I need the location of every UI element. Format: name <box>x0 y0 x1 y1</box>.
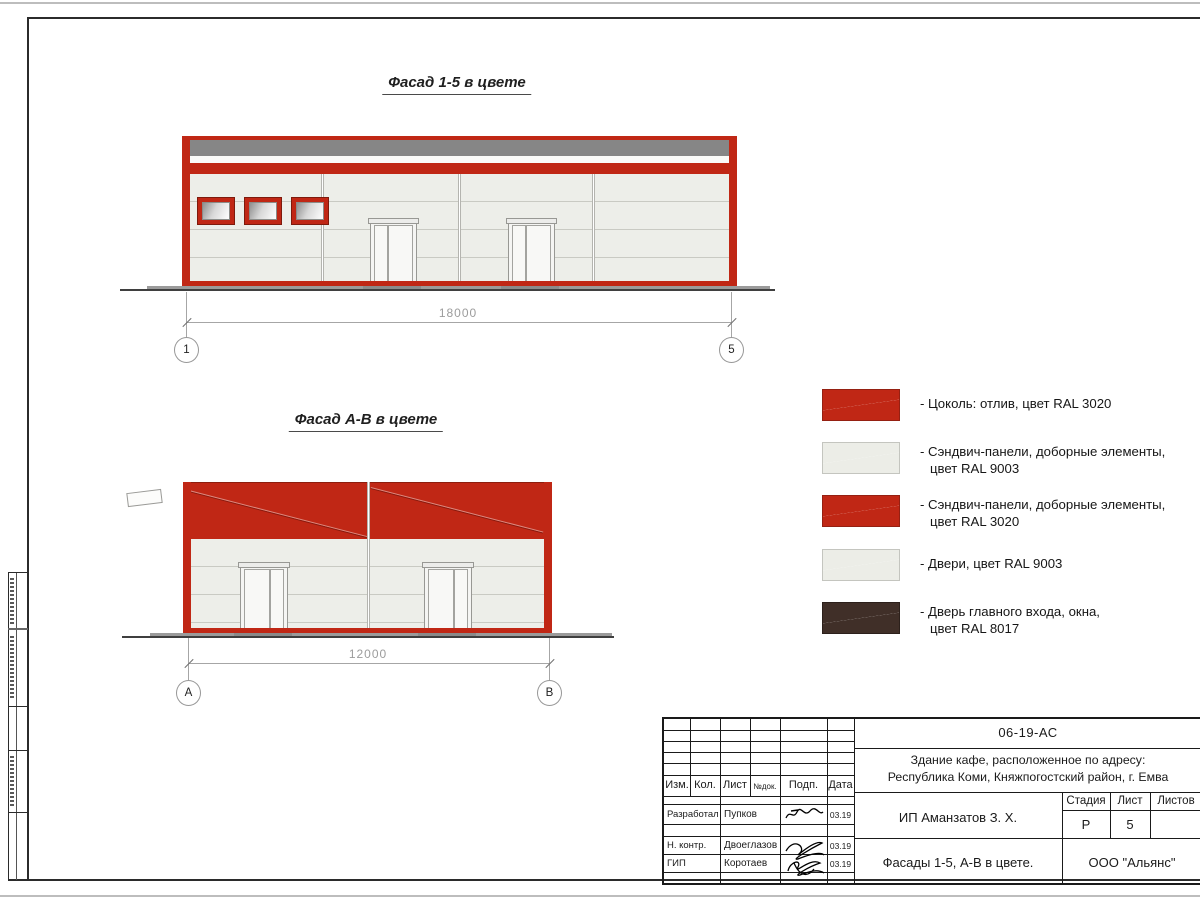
window-glass <box>202 202 230 220</box>
col-izm: Изм. <box>665 779 689 791</box>
sheet-label: Лист <box>1117 795 1143 807</box>
stamp-vertical-text <box>10 636 14 700</box>
legend-label: цвет RAL 9003 <box>930 461 1020 476</box>
frame-top <box>27 17 1200 19</box>
stage-value: Р <box>1081 817 1091 832</box>
door-leaf-narrow <box>374 225 388 285</box>
tb-line <box>720 719 721 883</box>
stamp-strip-inner-line <box>16 572 17 880</box>
row-role: Разработал <box>667 809 719 820</box>
row-name: Пупков <box>724 809 757 820</box>
facade-a-b-drawing <box>183 482 552 634</box>
window <box>291 197 329 225</box>
tb-line <box>854 792 1200 793</box>
legend-swatch-ral9003 <box>822 549 900 581</box>
facade-1-5-drawing <box>182 136 737 287</box>
legend-label: - Дверь главного входа, окна, <box>920 604 1100 619</box>
legend-label: - Двери, цвет RAL 9003 <box>920 556 1063 571</box>
stamp-strip-divider <box>8 750 28 751</box>
signature <box>783 806 825 823</box>
corner-pilaster-right <box>544 482 552 634</box>
door-leaf-narrow <box>512 225 526 285</box>
legend-label: - Цоколь: отлив, цвет RAL 3020 <box>920 396 1112 411</box>
door <box>370 218 417 288</box>
tb-line <box>854 748 1200 749</box>
ground-line <box>122 636 614 638</box>
door <box>508 218 555 288</box>
frame-left <box>27 17 29 881</box>
col-kol: Кол. <box>694 779 716 791</box>
legend-label: цвет RAL 3020 <box>930 514 1020 529</box>
axis-marker-b: В <box>537 680 562 706</box>
legend-label: - Сэндвич-панели, доборные элементы, <box>920 497 1166 512</box>
facade-a-b-title: Фасад А-В в цвете <box>289 411 443 432</box>
dimension-line <box>188 663 549 664</box>
row-name: Коротаев <box>724 858 768 869</box>
tb-line <box>664 804 854 805</box>
ground-line <box>120 289 775 291</box>
row-role: ГИП <box>667 858 686 869</box>
legend-label: - Сэндвич-панели, доборные элементы, <box>920 444 1166 459</box>
project-address-line2: Республика Коми, Княжпогостский район, г. Емва <box>887 770 1169 784</box>
door <box>424 562 472 634</box>
door-leaf-wide <box>388 225 413 285</box>
title-block <box>662 717 1200 885</box>
window <box>197 197 235 225</box>
tb-line <box>854 838 1200 839</box>
tb-line <box>664 741 854 742</box>
sheet-subject: Фасады 1-5, А-В в цвете. <box>882 855 1034 870</box>
door-leaf-wide <box>526 225 551 285</box>
stamp-vertical-text <box>10 756 14 806</box>
panel-joint <box>367 482 370 628</box>
parapet-gray-band <box>190 140 729 157</box>
legend-swatch-ral8017 <box>822 602 900 634</box>
row-date: 03.19 <box>829 841 852 851</box>
axis-marker-a: А <box>176 680 201 706</box>
door-leaf-wide <box>244 569 270 631</box>
row-name: Двоеглазов <box>724 840 778 851</box>
sheet-value: 5 <box>1126 817 1134 832</box>
parapet-white-strip <box>190 156 729 163</box>
tb-line <box>664 775 854 776</box>
red-fascia-band <box>182 163 737 174</box>
tb-line <box>664 763 854 764</box>
legend-swatch-ral9003 <box>822 442 900 474</box>
door-leaf-wide <box>428 569 454 631</box>
stage-label: Стадия <box>1066 795 1106 807</box>
window <box>244 197 282 225</box>
row-role: Н. контр. <box>667 840 707 851</box>
client-name: ИП Аманзатов З. Х. <box>898 810 1018 825</box>
col-list: Лист <box>723 779 747 791</box>
panel-joint <box>458 174 461 281</box>
dimension-line <box>186 322 732 323</box>
dimension-value: 12000 <box>348 647 388 661</box>
legend-swatch-ral3020 <box>822 495 900 527</box>
signature <box>780 833 828 881</box>
axis-marker-1: 1 <box>174 337 199 363</box>
corner-pilaster-left <box>182 136 190 287</box>
stamp-strip-divider <box>8 572 28 573</box>
panel-joint <box>321 174 324 281</box>
door-leaf-narrow <box>270 569 284 631</box>
panel-joint <box>592 174 595 281</box>
row-date: 03.19 <box>829 810 852 820</box>
tb-line <box>664 752 854 753</box>
col-data: Дата <box>828 779 853 791</box>
axis-marker-5: 5 <box>719 337 744 363</box>
row-date: 03.19 <box>829 859 852 869</box>
stamp-strip-outer-line <box>8 572 9 880</box>
page-edge-top <box>0 2 1200 4</box>
legend-label: цвет RAL 8017 <box>930 621 1020 636</box>
window-glass <box>249 202 277 220</box>
facade-1-5-title: Фасад 1-5 в цвете <box>382 74 531 95</box>
doc-number: 06-19-АС <box>998 725 1058 740</box>
legend-swatch-ral3020 <box>822 389 900 421</box>
stamp-strip-divider <box>8 628 28 630</box>
stamp-strip-divider <box>8 706 28 707</box>
door <box>240 562 288 634</box>
page-edge-bottom <box>0 895 1200 897</box>
stamp-strip-divider <box>8 812 28 813</box>
sheets-label: Листов <box>1157 795 1195 807</box>
window-glass <box>296 202 324 220</box>
tb-line <box>664 824 854 825</box>
col-ndok: №док. <box>753 782 777 791</box>
gutter-spout <box>126 489 162 507</box>
door-leaf-narrow <box>454 569 468 631</box>
tb-line <box>664 730 854 731</box>
stamp-vertical-text <box>10 578 14 624</box>
tb-line <box>664 796 854 797</box>
company-name: ООО "Альянс" <box>1088 855 1176 870</box>
dimension-value: 18000 <box>438 306 478 320</box>
corner-pilaster-right <box>729 136 737 287</box>
corner-pilaster-left <box>183 482 191 634</box>
col-podp: Подп. <box>788 779 819 791</box>
tb-line <box>1062 810 1200 811</box>
project-address-line1: Здание кафе, расположенное по адресу: <box>910 753 1146 767</box>
